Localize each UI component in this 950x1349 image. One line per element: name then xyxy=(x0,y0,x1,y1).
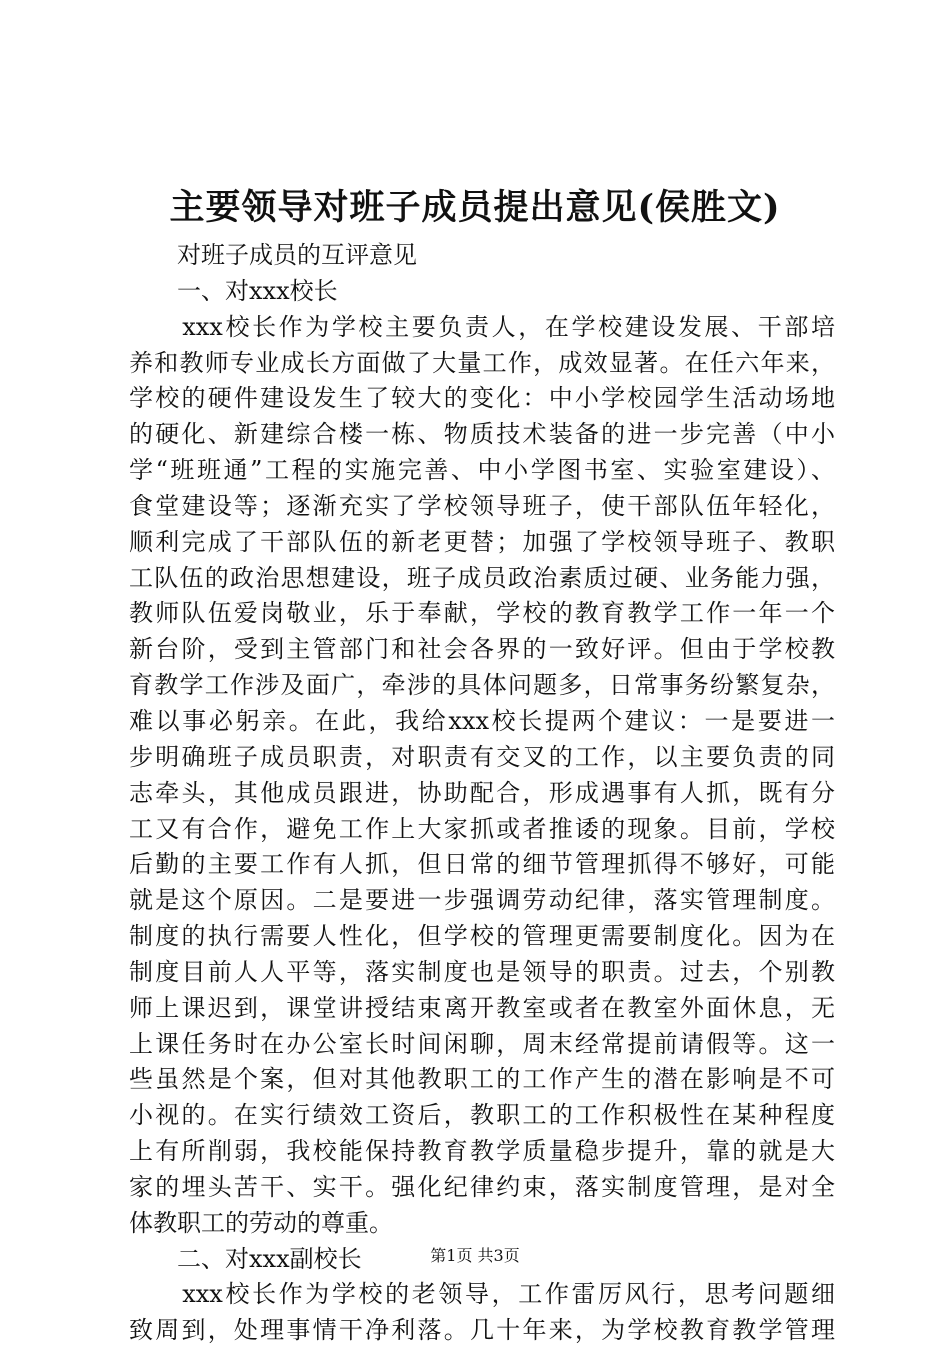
body-text-line: xxx校长作为学校主要负责人，在学校建设发展、干部培 xyxy=(129,312,835,341)
section-heading: 二、对xxx副校长 xyxy=(129,1244,362,1273)
body-text-line: 食堂建设等；逐渐充实了学校领导班子，使干部队伍年轻化， xyxy=(129,491,835,520)
section-heading: 一、对xxx校长 xyxy=(129,276,338,305)
body-text-line: 育教学工作涉及面广，牵涉的具体问题多，日常事务纷繁复杂， xyxy=(129,671,835,700)
body-text-line: 步明确班子成员职责，对职责有交叉的工作，以主要负责的同 xyxy=(129,742,835,771)
page-footer: 第1页 共3页 xyxy=(430,1246,520,1265)
section-heading: 对班子成员的互评意见 xyxy=(129,241,417,269)
body-text-line: 的硬化、新建综合楼一栋、物质技术装备的进一步完善（中小 xyxy=(129,420,835,449)
body-text-line: 难以事必躬亲。在此，我给xxx校长提两个建议：一是要进一 xyxy=(129,706,835,735)
body-text-line: 学校的硬件建设发生了较大的变化：中小学校园学生活动场地 xyxy=(129,384,835,413)
body-text-line: 志牵头，其他成员跟进，协助配合，形成遇事有人抓，既有分 xyxy=(129,778,835,807)
body-text-line: 学“班班通”工程的实施完善、中小学图书室、实验室建设）、 xyxy=(129,456,835,485)
body-text-line: 些虽然是个案，但对其他教职工的工作产生的潜在影响是不可 xyxy=(129,1065,835,1094)
body-text-line: 顺利完成了干部队伍的新老更替；加强了学校领导班子、教职 xyxy=(129,527,835,556)
body-text-line: 工又有合作，避免工作上大家抓或者推诿的现象。目前，学校 xyxy=(129,814,835,843)
document-body xyxy=(129,238,835,1349)
body-text-line: 教师队伍爱岗敬业，乐于奉献，学校的教育教学工作一年一个 xyxy=(129,599,835,628)
body-text-line: 后勤的主要工作有人抓，但日常的细节管理抓得不够好，可能 xyxy=(129,850,835,879)
body-text-line: 上有所削弱，我校能保持教育教学质量稳步提升，靠的就是大 xyxy=(129,1137,835,1166)
body-text-line: 就是这个原因。二是要进一步强调劳动纪律，落实管理制度。 xyxy=(129,886,835,915)
body-text-line: 制度的执行需要人性化，但学校的管理更需要制度化。因为在 xyxy=(129,922,835,951)
body-text-line: xxx校长作为学校的老领导，工作雷厉风行，思考问题细 xyxy=(129,1280,835,1309)
body-text-line: 工队伍的政治思想建设，班子成员政治素质过硬、业务能力强， xyxy=(129,563,835,592)
body-text-line: 家的埋头苦干、实干。强化纪律约束，落实制度管理，是对全 xyxy=(129,1172,835,1201)
body-text-line: 新台阶，受到主管部门和社会各界的一致好评。但由于学校教 xyxy=(129,635,835,664)
body-text-line: 制度目前人人平等，落实制度也是领导的职责。过去，个别教 xyxy=(129,957,835,986)
body-text-line: 养和教师专业成长方面做了大量工作，成效显著。在任六年来， xyxy=(129,348,835,377)
body-text-line: 小视的。在实行绩效工资后，教职工的工作积极性在某种程度 xyxy=(129,1101,835,1130)
body-text-line: 体教职工的劳动的尊重。 xyxy=(129,1208,393,1237)
body-text-line: 师上课迟到，课堂讲授结束离开教室或者在教室外面休息，无 xyxy=(129,993,835,1022)
body-text-line: 致周到，处理事情干净利落。几十年来，为学校教育教学管理 xyxy=(129,1316,835,1345)
body-text-line: 上课任务时在办公室长时间闲聊，周末经常提前请假等。这一 xyxy=(129,1029,835,1058)
document-title: 主要领导对班子成员提出意见(侯胜文) xyxy=(169,187,781,228)
